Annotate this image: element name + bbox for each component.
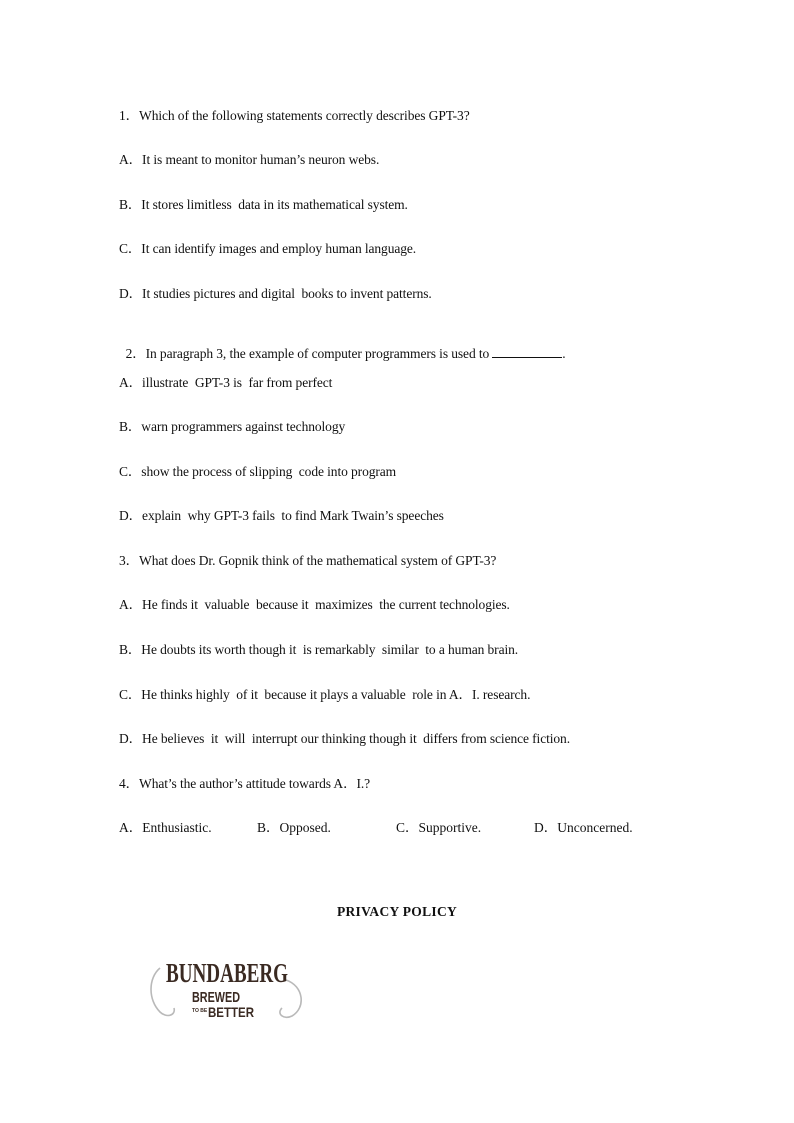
q2-option-a: A．illustrate GPT-3 is far from perfect — [119, 375, 333, 390]
q3-option-a: A．He finds it valuable because it maximizes the current technologies. — [119, 597, 510, 612]
q2-stem-line — [119, 326, 565, 362]
q2-option-d: D．explain why GPT-3 fails to find Mark Twain’s speeches — [119, 508, 444, 523]
q3-option-b: B．He doubts its worth though it is remarkably similar to a human brain. — [119, 642, 519, 657]
logo-text-main: BUNDABERG — [166, 958, 288, 988]
q1-stem: 1．Which of the following statements correctly describes GPT-3? — [119, 108, 470, 123]
logo-text-small: TO BE — [192, 1008, 208, 1014]
q4-stem: 4．What’s the author’s attitude towards A．I.? — [119, 776, 371, 791]
bundaberg-logo — [146, 950, 306, 1022]
q1-option-a: A．It is meant to monitor human’s neuron webs. — [119, 152, 380, 167]
logo-text-sub2: BETTER — [208, 1004, 254, 1020]
logo-text-sub1: BREWED — [192, 989, 241, 1006]
q3-stem: 3．What does Dr. Gopnik think of the mathematical system of GPT-3? — [119, 553, 497, 568]
q2-option-b: B．warn programmers against technology — [119, 419, 346, 434]
q2-stem-end: . — [562, 346, 566, 361]
q2-stem: 2．In paragraph 3, the example of computer programmers is used to — [125, 346, 490, 361]
q2-option-c: C．show the process of slipping code into program — [119, 464, 397, 479]
q1-option-d: D．It studies pictures and digital books to invent patterns. — [119, 286, 432, 301]
q4-option-b: B．Opposed. — [257, 820, 331, 835]
q4-option-a: A．Enthusiastic. — [119, 820, 212, 835]
q3-option-d: D．He believes it will interrupt our thinking though it differs from science fiction. — [119, 731, 570, 746]
privacy-policy-heading: PRIVACY POLICY — [336, 904, 458, 919]
answer-blank — [492, 347, 562, 358]
q3-option-c: C．He thinks highly of it because it plays a valuable role in A．I. research. — [119, 687, 531, 702]
q1-option-b: B．It stores limitless data in its mathematical system. — [119, 197, 408, 212]
q4-option-c: C．Supportive. — [396, 820, 482, 835]
q1-option-c: C．It can identify images and employ human language. — [119, 241, 417, 256]
q4-option-d: D．Unconcerned. — [534, 820, 633, 835]
